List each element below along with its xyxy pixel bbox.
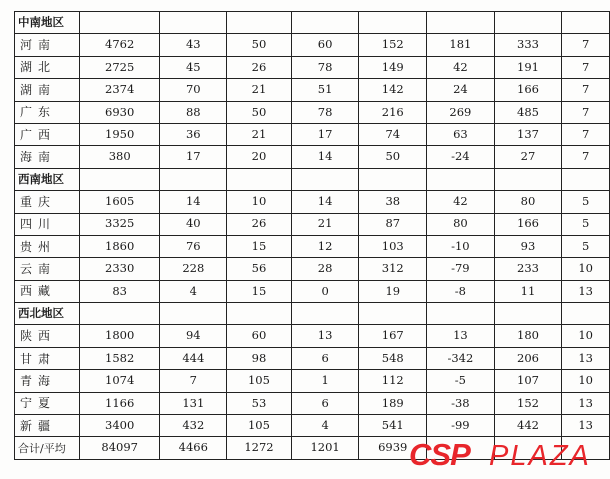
value-cell: 19 <box>359 280 427 302</box>
province-name: 云南 <box>15 258 80 280</box>
value-cell: 74 <box>359 123 427 145</box>
value-cell: 7 <box>562 34 610 56</box>
region-header-row <box>15 12 610 34</box>
value-cell: 6930 <box>79 101 160 123</box>
value-cell: 36 <box>160 123 227 145</box>
value-cell: 83 <box>79 280 160 302</box>
province-name: 四川 <box>15 213 80 235</box>
province-name: 重庆 <box>15 191 80 213</box>
empty-cell <box>227 12 292 34</box>
total-value-cell: 1201 <box>291 437 359 459</box>
value-cell: 166 <box>494 79 562 101</box>
value-cell: 13 <box>562 415 610 437</box>
value-cell: 17 <box>160 146 227 168</box>
province-name: 青海 <box>15 370 80 392</box>
value-cell: 26 <box>227 213 292 235</box>
value-cell: 14 <box>291 191 359 213</box>
total-value-cell: 84097 <box>79 437 160 459</box>
value-cell: -5 <box>427 370 495 392</box>
value-cell: 7 <box>562 56 610 78</box>
value-cell: 1860 <box>79 235 160 257</box>
value-cell: 2330 <box>79 258 160 280</box>
value-cell: 103 <box>359 235 427 257</box>
data-table <box>14 11 610 460</box>
value-cell: 20 <box>227 146 292 168</box>
value-cell: 76 <box>160 235 227 257</box>
table-row <box>15 280 610 302</box>
value-cell: 10 <box>227 191 292 213</box>
value-cell: 333 <box>494 34 562 56</box>
table-row <box>15 347 610 369</box>
table-body <box>15 12 610 460</box>
value-cell: -10 <box>427 235 495 257</box>
value-cell: 56 <box>227 258 292 280</box>
value-cell: -24 <box>427 146 495 168</box>
value-cell: 7 <box>562 79 610 101</box>
logo-csp-text: CSP <box>409 438 470 470</box>
value-cell: 13 <box>562 347 610 369</box>
value-cell: 1800 <box>79 325 160 347</box>
empty-cell <box>227 303 292 325</box>
value-cell: 93 <box>494 235 562 257</box>
province-name: 湖南 <box>15 79 80 101</box>
value-cell: 17 <box>291 123 359 145</box>
value-cell: 7 <box>160 370 227 392</box>
province-name: 新疆 <box>15 415 80 437</box>
value-cell: 94 <box>160 325 227 347</box>
empty-cell <box>359 303 427 325</box>
value-cell: 43 <box>160 34 227 56</box>
table-row <box>15 258 610 280</box>
value-cell: 112 <box>359 370 427 392</box>
region-header-row <box>15 303 610 325</box>
empty-cell <box>227 168 292 190</box>
value-cell: 13 <box>562 280 610 302</box>
table-row <box>15 191 610 213</box>
value-cell: 78 <box>291 56 359 78</box>
value-cell: 60 <box>227 325 292 347</box>
value-cell: 15 <box>227 235 292 257</box>
value-cell: 80 <box>427 213 495 235</box>
value-cell: 142 <box>359 79 427 101</box>
value-cell: 548 <box>359 347 427 369</box>
value-cell: 15 <box>227 280 292 302</box>
value-cell: 152 <box>359 34 427 56</box>
value-cell: 380 <box>79 146 160 168</box>
value-cell: 3400 <box>79 415 160 437</box>
value-cell: 107 <box>494 370 562 392</box>
table-row <box>15 415 610 437</box>
value-cell: 191 <box>494 56 562 78</box>
empty-cell <box>291 168 359 190</box>
value-cell: 13 <box>562 392 610 414</box>
empty-cell <box>160 303 227 325</box>
value-cell: 312 <box>359 258 427 280</box>
value-cell: 40 <box>160 213 227 235</box>
empty-cell <box>79 303 160 325</box>
province-name: 贵州 <box>15 235 80 257</box>
value-cell: 26 <box>227 56 292 78</box>
value-cell: 78 <box>291 101 359 123</box>
value-cell: 7 <box>562 146 610 168</box>
total-label: 合计/平均 <box>15 437 80 459</box>
empty-cell <box>160 12 227 34</box>
region-label: 西南地区 <box>15 168 80 190</box>
province-name: 湖北 <box>15 56 80 78</box>
value-cell: 4 <box>291 415 359 437</box>
value-cell: 189 <box>359 392 427 414</box>
province-name: 海南 <box>15 146 80 168</box>
value-cell: 105 <box>227 370 292 392</box>
province-name: 西藏 <box>15 280 80 302</box>
value-cell: 80 <box>494 191 562 213</box>
value-cell: 7 <box>562 101 610 123</box>
value-cell: 14 <box>291 146 359 168</box>
table-row <box>15 34 610 56</box>
value-cell: 166 <box>494 213 562 235</box>
value-cell: 24 <box>427 79 495 101</box>
table-row <box>15 79 610 101</box>
cspplaza-logo <box>405 438 603 470</box>
value-cell: 541 <box>359 415 427 437</box>
table-row <box>15 235 610 257</box>
value-cell: 88 <box>160 101 227 123</box>
value-cell: 98 <box>227 347 292 369</box>
province-name: 甘肃 <box>15 347 80 369</box>
logo-plaza-text: PLAZA <box>489 440 591 470</box>
province-name: 广西 <box>15 123 80 145</box>
value-cell: -79 <box>427 258 495 280</box>
empty-cell <box>427 12 495 34</box>
table-row <box>15 325 610 347</box>
province-name: 陕西 <box>15 325 80 347</box>
value-cell: 27 <box>494 146 562 168</box>
empty-cell <box>427 303 495 325</box>
empty-cell <box>291 12 359 34</box>
table-row <box>15 370 610 392</box>
value-cell: 3325 <box>79 213 160 235</box>
value-cell: 5 <box>562 235 610 257</box>
table-row <box>15 56 610 78</box>
table-row <box>15 146 610 168</box>
value-cell: 442 <box>494 415 562 437</box>
value-cell: 2374 <box>79 79 160 101</box>
empty-cell <box>79 168 160 190</box>
value-cell: 1582 <box>79 347 160 369</box>
value-cell: 233 <box>494 258 562 280</box>
province-name: 广东 <box>15 101 80 123</box>
value-cell: -8 <box>427 280 495 302</box>
value-cell: 63 <box>427 123 495 145</box>
value-cell: 4762 <box>79 34 160 56</box>
table-row <box>15 392 610 414</box>
empty-cell <box>359 168 427 190</box>
value-cell: 137 <box>494 123 562 145</box>
value-cell: 4 <box>160 280 227 302</box>
value-cell: 181 <box>427 34 495 56</box>
value-cell: 10 <box>562 325 610 347</box>
value-cell: 180 <box>494 325 562 347</box>
value-cell: 167 <box>359 325 427 347</box>
value-cell: 152 <box>494 392 562 414</box>
value-cell: 1605 <box>79 191 160 213</box>
value-cell: 21 <box>291 213 359 235</box>
empty-cell <box>291 303 359 325</box>
value-cell: 485 <box>494 101 562 123</box>
value-cell: 432 <box>160 415 227 437</box>
value-cell: 105 <box>227 415 292 437</box>
value-cell: 444 <box>160 347 227 369</box>
empty-cell <box>79 12 160 34</box>
total-value-cell: 6939 <box>359 437 427 459</box>
value-cell: 131 <box>160 392 227 414</box>
value-cell: 216 <box>359 101 427 123</box>
empty-cell <box>427 168 495 190</box>
empty-cell <box>359 12 427 34</box>
province-name: 河南 <box>15 34 80 56</box>
value-cell: 38 <box>359 191 427 213</box>
value-cell: 42 <box>427 191 495 213</box>
total-value-cell: 1272 <box>227 437 292 459</box>
value-cell: 51 <box>291 79 359 101</box>
province-name: 宁夏 <box>15 392 80 414</box>
value-cell: 50 <box>227 34 292 56</box>
value-cell: 6 <box>291 392 359 414</box>
value-cell: 5 <box>562 191 610 213</box>
value-cell: 42 <box>427 56 495 78</box>
value-cell: 13 <box>291 325 359 347</box>
value-cell: 1166 <box>79 392 160 414</box>
table-row <box>15 213 610 235</box>
value-cell: 2725 <box>79 56 160 78</box>
value-cell: 21 <box>227 79 292 101</box>
table-row <box>15 101 610 123</box>
table-row <box>15 123 610 145</box>
empty-cell <box>562 303 610 325</box>
value-cell: 1 <box>291 370 359 392</box>
value-cell: -342 <box>427 347 495 369</box>
value-cell: 53 <box>227 392 292 414</box>
value-cell: 70 <box>160 79 227 101</box>
value-cell: 21 <box>227 123 292 145</box>
total-value-cell: 4466 <box>160 437 227 459</box>
region-label: 中南地区 <box>15 12 80 34</box>
empty-cell <box>562 12 610 34</box>
empty-cell <box>494 303 562 325</box>
value-cell: -99 <box>427 415 495 437</box>
empty-cell <box>494 12 562 34</box>
value-cell: 10 <box>562 370 610 392</box>
value-cell: 45 <box>160 56 227 78</box>
value-cell: 6 <box>291 347 359 369</box>
value-cell: 228 <box>160 258 227 280</box>
value-cell: 149 <box>359 56 427 78</box>
value-cell: 1074 <box>79 370 160 392</box>
value-cell: 13 <box>427 325 495 347</box>
value-cell: 5 <box>562 213 610 235</box>
value-cell: 206 <box>494 347 562 369</box>
region-label: 西北地区 <box>15 303 80 325</box>
empty-cell <box>160 168 227 190</box>
value-cell: 10 <box>562 258 610 280</box>
value-cell: 7 <box>562 123 610 145</box>
empty-cell <box>494 168 562 190</box>
value-cell: 87 <box>359 213 427 235</box>
value-cell: -38 <box>427 392 495 414</box>
value-cell: 1950 <box>79 123 160 145</box>
empty-cell <box>562 168 610 190</box>
value-cell: 269 <box>427 101 495 123</box>
value-cell: 28 <box>291 258 359 280</box>
value-cell: 14 <box>160 191 227 213</box>
value-cell: 50 <box>227 101 292 123</box>
value-cell: 0 <box>291 280 359 302</box>
value-cell: 11 <box>494 280 562 302</box>
value-cell: 12 <box>291 235 359 257</box>
region-header-row <box>15 168 610 190</box>
value-cell: 50 <box>359 146 427 168</box>
value-cell: 60 <box>291 34 359 56</box>
